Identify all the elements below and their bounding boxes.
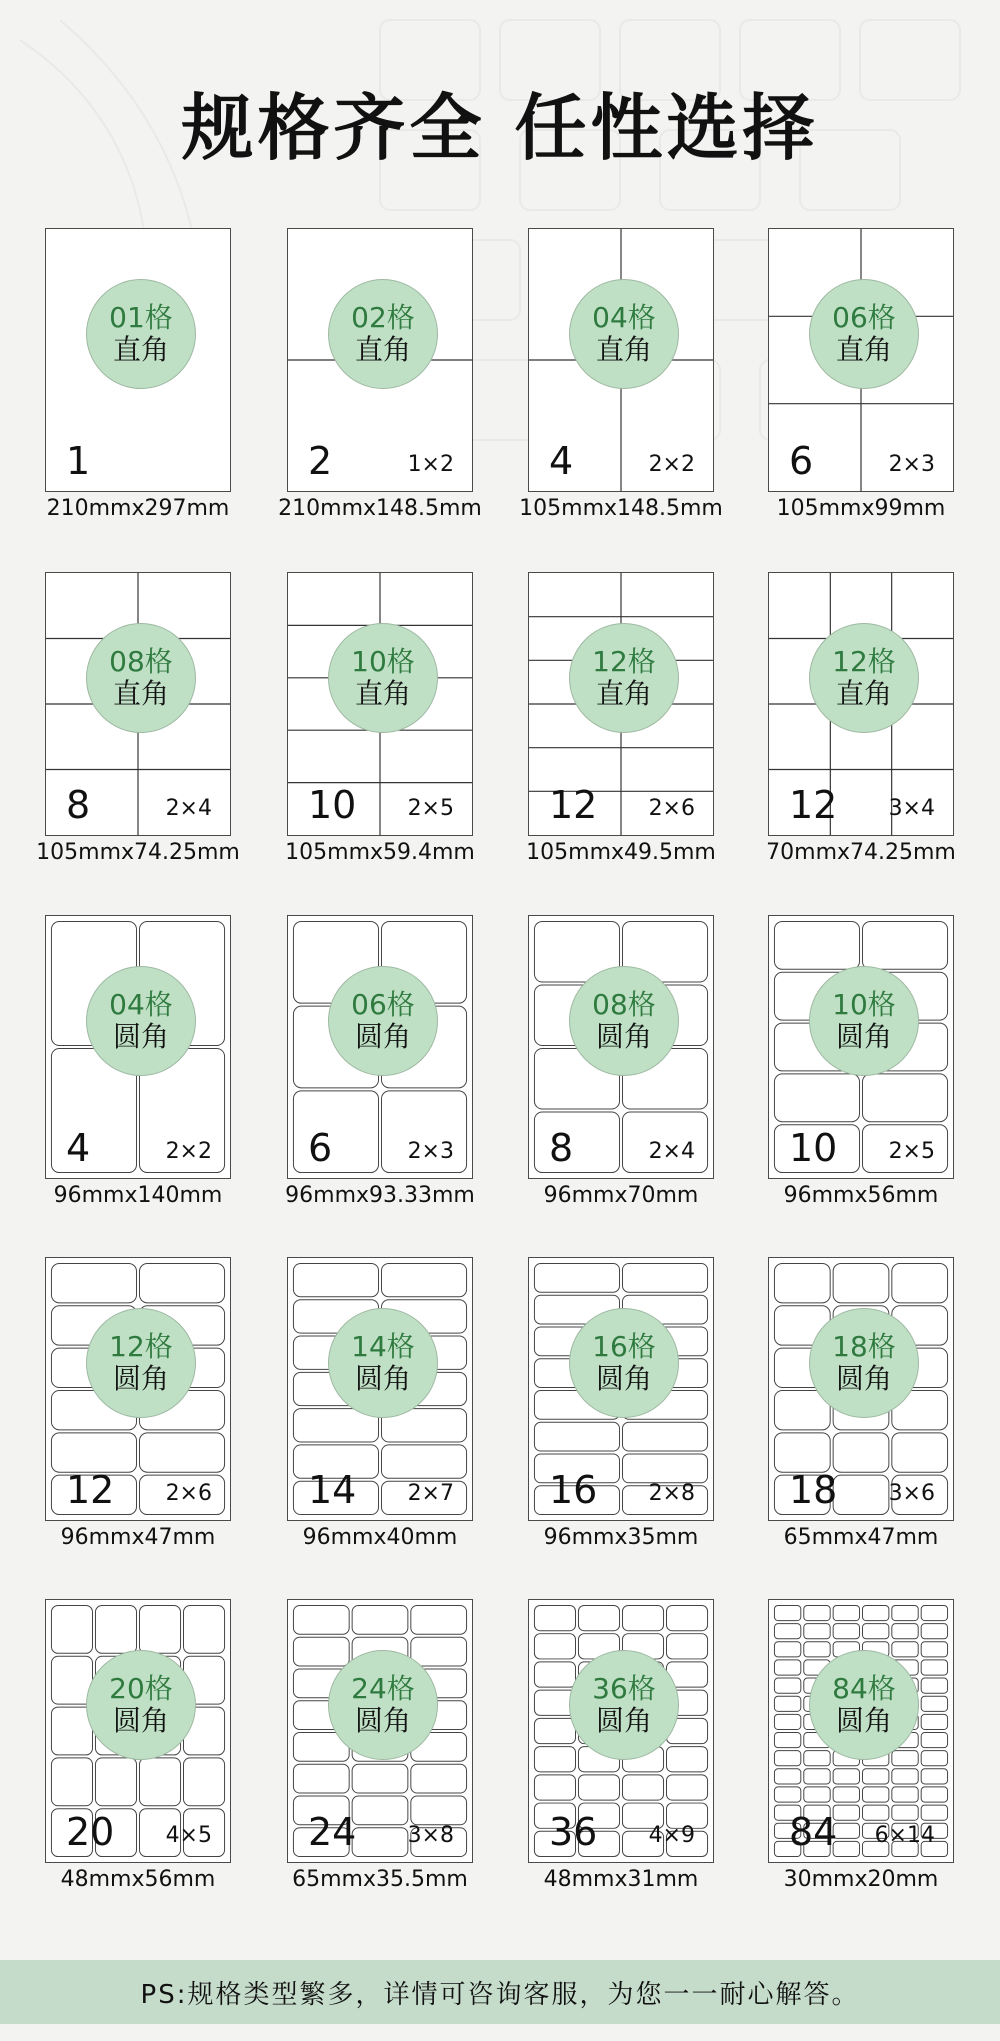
- label-cell: [921, 1769, 947, 1784]
- label-cell: [667, 1747, 708, 1772]
- label-cell: [862, 921, 947, 969]
- badge-corner-type: 直角: [112, 333, 169, 366]
- label-dimensions: 105mmx49.5mm: [526, 840, 716, 865]
- label-cell: [921, 1678, 947, 1693]
- spec-card: [528, 915, 728, 1215]
- grid-layout-label: 2×6: [165, 1481, 212, 1506]
- label-cell: [667, 1634, 708, 1659]
- label-sheet: [768, 1599, 954, 1863]
- spec-badge: [328, 1308, 438, 1418]
- label-cell: [921, 1714, 947, 1729]
- label-dimensions: 210mmx148.5mm: [278, 496, 482, 521]
- label-cell: [534, 1634, 575, 1659]
- label-cell: [534, 1747, 575, 1772]
- spec-badge: [328, 966, 438, 1076]
- spec-badge: [809, 1650, 919, 1760]
- badge-count-label: 06格: [832, 301, 896, 334]
- label-cell: [95, 1605, 136, 1653]
- label-count: 8: [66, 783, 91, 827]
- label-cell: [892, 1624, 918, 1639]
- label-dimensions: 48mmx56mm: [60, 1867, 216, 1892]
- badge-count-label: 04格: [592, 301, 656, 334]
- grid-layout-label: 2×2: [165, 1139, 212, 1164]
- label-sheet: [45, 228, 231, 492]
- spec-card: [528, 1257, 728, 1557]
- label-sheet: [528, 228, 714, 492]
- spec-card: [45, 1599, 245, 1899]
- spec-badge: [569, 966, 679, 1076]
- grid-layout-label: 2×8: [648, 1481, 695, 1506]
- grid-layout-label: 2×4: [648, 1139, 695, 1164]
- label-dimensions: 105mmx148.5mm: [519, 496, 723, 521]
- label-cell: [534, 1605, 575, 1630]
- label-cell: [774, 921, 859, 969]
- label-sheet: [287, 1257, 473, 1521]
- label-cell: [622, 1775, 663, 1800]
- label-sheet: [45, 572, 231, 836]
- label-cell: [534, 1263, 619, 1292]
- label-cell: [293, 1637, 349, 1666]
- badge-corner-type: 直角: [835, 677, 892, 710]
- label-sheet: [768, 1257, 954, 1521]
- badge-count-label: 20格: [109, 1672, 173, 1705]
- badge-count-label: 06格: [351, 988, 415, 1021]
- badge-corner-type: 圆角: [354, 1362, 411, 1395]
- label-sheet: [287, 1599, 473, 1863]
- label-cell: [833, 1475, 889, 1514]
- label-cell: [774, 1074, 859, 1122]
- grid-layout-label: 4×5: [165, 1823, 212, 1848]
- grid-layout-label: 2×6: [648, 796, 695, 821]
- badge-count-label: 18格: [832, 1330, 896, 1363]
- label-cell: [622, 1263, 707, 1292]
- label-cell: [139, 1263, 224, 1302]
- label-cell: [293, 1091, 378, 1173]
- label-count: 4: [549, 439, 574, 483]
- label-count: 10: [308, 783, 357, 827]
- label-cell: [534, 1422, 619, 1451]
- label-cell: [774, 1732, 800, 1747]
- label-cell: [804, 1751, 830, 1766]
- label-sheet: [45, 915, 231, 1179]
- label-cell: [381, 1263, 466, 1296]
- label-cell: [862, 1805, 888, 1820]
- label-cell: [804, 1787, 830, 1802]
- label-cell: [352, 1796, 408, 1825]
- spec-badge: [809, 279, 919, 389]
- label-cell: [892, 1642, 918, 1657]
- label-cell: [921, 1660, 947, 1675]
- label-count: 10: [789, 1126, 838, 1170]
- label-cell: [139, 1433, 224, 1472]
- label-cell: [534, 1775, 575, 1800]
- label-cell: [921, 1624, 947, 1639]
- label-cell: [921, 1805, 947, 1820]
- label-cell: [774, 1769, 800, 1784]
- badge-count-label: 24格: [351, 1672, 415, 1705]
- badge-corner-type: 圆角: [595, 1704, 652, 1737]
- label-count: 12: [789, 783, 838, 827]
- badge-corner-type: 圆角: [112, 1362, 169, 1395]
- badge-count-label: 16格: [592, 1330, 656, 1363]
- grid-layout-label: 3×6: [888, 1481, 935, 1506]
- label-cell: [534, 1718, 575, 1743]
- label-count: 1: [66, 439, 91, 483]
- label-cell: [184, 1758, 225, 1806]
- badge-corner-type: 圆角: [835, 1020, 892, 1053]
- badge-count-label: 01格: [109, 301, 173, 334]
- label-dimensions: 96mmx40mm: [302, 1525, 458, 1550]
- label-cell: [534, 1662, 575, 1687]
- spec-badge: [328, 623, 438, 733]
- badge-count-label: 02格: [351, 301, 415, 334]
- spec-card: [45, 915, 245, 1215]
- badge-count-label: 10格: [351, 645, 415, 678]
- spec-badge: [328, 279, 438, 389]
- label-cell: [804, 1624, 830, 1639]
- label-count: 6: [308, 1126, 333, 1170]
- label-count: 24: [308, 1810, 357, 1854]
- label-cell: [833, 1624, 859, 1639]
- label-cell: [804, 1605, 830, 1620]
- label-cell: [921, 1605, 947, 1620]
- label-cell: [862, 1074, 947, 1122]
- label-cell: [622, 1454, 707, 1483]
- label-dimensions: 105mmx99mm: [776, 496, 946, 521]
- label-count: 20: [66, 1810, 115, 1854]
- label-cell: [184, 1605, 225, 1653]
- label-cell: [892, 1605, 918, 1620]
- badge-count-label: 10格: [832, 988, 896, 1021]
- label-cell: [667, 1605, 708, 1630]
- spec-card: [768, 915, 968, 1215]
- label-sheet: [287, 572, 473, 836]
- label-sheet: [528, 572, 714, 836]
- label-sheet: [45, 1599, 231, 1863]
- spec-badge: [86, 279, 196, 389]
- label-cell: [804, 1642, 830, 1657]
- spec-card: [287, 1257, 487, 1557]
- label-cell: [534, 1112, 619, 1173]
- label-cell: [622, 1422, 707, 1451]
- label-sheet: [528, 1599, 714, 1863]
- label-dimensions: 65mmx47mm: [783, 1525, 939, 1550]
- label-cell: [774, 1624, 800, 1639]
- label-count: 18: [789, 1468, 838, 1512]
- spec-badge: [809, 966, 919, 1076]
- badge-corner-type: 圆角: [354, 1020, 411, 1053]
- label-cell: [921, 1751, 947, 1766]
- spec-card: [36, 572, 245, 872]
- label-cell: [578, 1605, 619, 1630]
- label-cell: [921, 1787, 947, 1802]
- label-cell: [921, 1732, 947, 1747]
- label-sheet: [287, 228, 473, 492]
- label-dimensions: 48mmx31mm: [543, 1867, 699, 1892]
- spec-card: [287, 915, 487, 1215]
- label-cell: [774, 1696, 800, 1711]
- spec-card: [768, 1599, 968, 1899]
- label-cell: [774, 1433, 830, 1472]
- grid-layout-label: 2×3: [888, 452, 935, 477]
- label-cell: [833, 1263, 889, 1302]
- label-cell: [51, 1263, 136, 1302]
- label-cell: [774, 1714, 800, 1729]
- label-cell: [774, 1660, 800, 1675]
- spec-badge: [809, 623, 919, 733]
- label-cell: [862, 1624, 888, 1639]
- badge-corner-type: 直角: [354, 333, 411, 366]
- spec-badge: [86, 1650, 196, 1760]
- label-cell: [139, 1605, 180, 1653]
- label-dimensions: 65mmx35.5mm: [292, 1867, 468, 1892]
- badge-count-label: 08格: [109, 645, 173, 678]
- label-sheet: [768, 915, 954, 1179]
- label-sheet: [768, 572, 954, 836]
- spec-card: [45, 228, 245, 528]
- label-cell: [892, 1751, 918, 1766]
- spec-badge: [569, 1308, 679, 1418]
- grid-layout-label: 4×9: [648, 1823, 695, 1848]
- label-count: 4: [66, 1126, 91, 1170]
- badge-count-label: 04格: [109, 988, 173, 1021]
- label-cell: [892, 1263, 948, 1302]
- badge-corner-type: 圆角: [112, 1704, 169, 1737]
- label-dimensions: 105mmx74.25mm: [36, 840, 240, 865]
- label-cell: [411, 1796, 467, 1825]
- grid-layout-label: 3×8: [407, 1823, 454, 1848]
- label-dimensions: 96mmx56mm: [783, 1183, 939, 1208]
- label-cell: [381, 1445, 466, 1478]
- spec-card: [768, 572, 968, 872]
- spec-badge: [86, 966, 196, 1076]
- badge-corner-type: 圆角: [835, 1362, 892, 1395]
- badge-corner-type: 直角: [354, 677, 411, 710]
- badge-count-label: 08格: [592, 988, 656, 1021]
- label-cell: [774, 1787, 800, 1802]
- label-cell: [352, 1764, 408, 1793]
- label-count: 84: [789, 1810, 838, 1854]
- label-count: 6: [789, 439, 814, 483]
- label-cell: [411, 1605, 467, 1634]
- spec-badge: [86, 1308, 196, 1418]
- grid-layout-label: 2×7: [407, 1481, 454, 1506]
- badge-count-label: 12格: [109, 1330, 173, 1363]
- badge-count-label: 12格: [832, 645, 896, 678]
- label-cell: [411, 1637, 467, 1666]
- label-cell: [921, 1642, 947, 1657]
- grid-layout-label: 2×5: [888, 1139, 935, 1164]
- spec-card: [287, 1599, 487, 1899]
- label-cell: [774, 1678, 800, 1693]
- spec-card: [768, 1257, 968, 1557]
- label-sheet: [45, 1257, 231, 1521]
- badge-count-label: 84格: [832, 1672, 896, 1705]
- label-count: 2: [308, 439, 333, 483]
- label-cell: [139, 1758, 180, 1806]
- label-sheet: [287, 915, 473, 1179]
- badge-count-label: 14格: [351, 1330, 415, 1363]
- spec-badge: [328, 1650, 438, 1760]
- grid-layout-label: 2×2: [648, 452, 695, 477]
- label-cell: [293, 1263, 378, 1296]
- grid-layout-label: 2×5: [407, 796, 454, 821]
- label-dimensions: 96mmx47mm: [60, 1525, 216, 1550]
- label-cell: [774, 1642, 800, 1657]
- label-cell: [51, 1605, 92, 1653]
- badge-corner-type: 圆角: [112, 1020, 169, 1053]
- grid-layout-label: 2×3: [407, 1139, 454, 1164]
- label-cell: [862, 1769, 888, 1784]
- spec-card: [519, 228, 728, 528]
- label-count: 36: [549, 1810, 598, 1854]
- label-dimensions: 96mmx35mm: [543, 1525, 699, 1550]
- label-cell: [774, 1751, 800, 1766]
- label-cell: [833, 1769, 859, 1784]
- label-cell: [293, 1764, 349, 1793]
- badge-count-label: 36格: [592, 1672, 656, 1705]
- label-dimensions: 96mmx93.33mm: [285, 1183, 475, 1208]
- badge-corner-type: 直角: [112, 677, 169, 710]
- label-dimensions: 210mmx297mm: [46, 496, 230, 521]
- label-cell: [411, 1764, 467, 1793]
- label-dimensions: 105mmx59.4mm: [285, 840, 475, 865]
- label-cell: [833, 1605, 859, 1620]
- label-count: 12: [549, 783, 598, 827]
- label-cell: [892, 1769, 918, 1784]
- label-sheet: [768, 228, 954, 492]
- label-cell: [892, 1433, 948, 1472]
- label-cell: [667, 1775, 708, 1800]
- label-cell: [892, 1787, 918, 1802]
- label-cell: [51, 1758, 92, 1806]
- page-title: 规格齐全 任性选择: [181, 86, 819, 170]
- label-dimensions: 96mmx70mm: [543, 1183, 699, 1208]
- grid-layout-label: 3×4: [888, 796, 935, 821]
- grid-layout-label: 1×2: [407, 452, 454, 477]
- label-cell: [774, 1263, 830, 1302]
- badge-corner-type: 直角: [595, 333, 652, 366]
- footer-note: PS:规格类型繁多，详情可咨询客服，为您一一耐心解答。: [0, 1960, 1000, 2024]
- badge-corner-type: 直角: [835, 333, 892, 366]
- label-count: 12: [66, 1468, 115, 1512]
- spec-badge: [809, 1308, 919, 1418]
- label-cell: [622, 1605, 663, 1630]
- grid-layout-label: 2×4: [165, 796, 212, 821]
- label-sheet: [528, 1257, 714, 1521]
- label-cell: [293, 1605, 349, 1634]
- spec-card: [287, 572, 487, 872]
- label-cell: [352, 1828, 408, 1857]
- label-cell: [352, 1605, 408, 1634]
- spec-card: [528, 1599, 728, 1899]
- label-cell: [921, 1696, 947, 1711]
- label-count: 8: [549, 1126, 574, 1170]
- label-cell: [95, 1758, 136, 1806]
- label-dimensions: 96mmx140mm: [53, 1183, 223, 1208]
- badge-corner-type: 圆角: [835, 1704, 892, 1737]
- spec-card: [278, 228, 487, 528]
- label-cell: [862, 1787, 888, 1802]
- label-cell: [774, 1605, 800, 1620]
- spec-card: [768, 228, 968, 528]
- spec-badge: [569, 1650, 679, 1760]
- label-cell: [892, 1805, 918, 1820]
- grid-layout-label: 6×14: [874, 1823, 935, 1848]
- spec-badge: [86, 623, 196, 733]
- label-cell: [833, 1433, 889, 1472]
- label-count: 14: [308, 1468, 357, 1512]
- spec-badge: [569, 279, 679, 389]
- label-cell: [862, 1605, 888, 1620]
- label-cell: [804, 1769, 830, 1784]
- badge-corner-type: 直角: [595, 677, 652, 710]
- label-sheet: [528, 915, 714, 1179]
- label-cell: [578, 1775, 619, 1800]
- spec-card: [45, 1257, 245, 1557]
- label-cell: [51, 1433, 136, 1472]
- badge-corner-type: 圆角: [595, 1362, 652, 1395]
- label-cell: [833, 1787, 859, 1802]
- badge-corner-type: 圆角: [595, 1020, 652, 1053]
- badge-count-label: 12格: [592, 645, 656, 678]
- label-dimensions: 70mmx74.25mm: [766, 840, 956, 865]
- label-dimensions: 30mmx20mm: [783, 1867, 939, 1892]
- spec-badge: [569, 623, 679, 733]
- spec-card: [528, 572, 728, 872]
- badge-corner-type: 圆角: [354, 1704, 411, 1737]
- label-count: 16: [549, 1468, 598, 1512]
